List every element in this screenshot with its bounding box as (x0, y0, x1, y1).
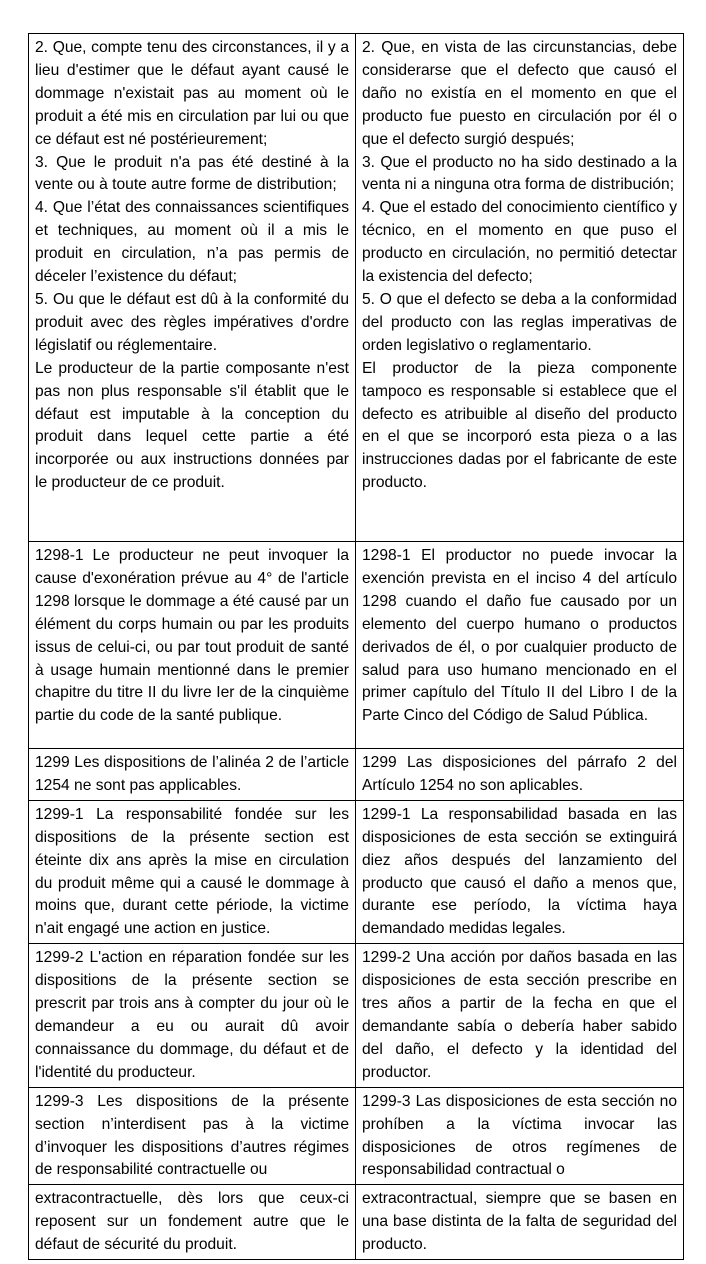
paragraph: 1298-1 Le producteur ne peut invoquer la cause d'exonération prévue au 4° de l'article 1298 lorsque le dommage a été causé par un élément du corps humain ou par les produits issus de celui-ci, ou par tout produit de santé à usage humain mentionné dans le premier chapitre du titre II du livre Ier de la cinquième partie du code de la santé publique. (35, 547, 349, 725)
french-cell (29, 1185, 356, 1260)
french-cell (29, 34, 356, 542)
paragraph: 1299-3 Les dispositions de la présente section n’interdisent pas à la victime d’invoquer les dispositions d’autres régimes de responsabilité contractuelle ou (35, 1092, 349, 1179)
paragraph: 1299 Les dispositions de l’alinéa 2 de l’article 1254 ne sont pas applicables. (35, 754, 349, 794)
french-cell (29, 749, 356, 801)
spanish-cell (356, 1087, 684, 1185)
french-cell (29, 944, 356, 1087)
paragraph: 1299-2 Una acción por daños basada en las disposiciones de esta sección prescribe en tres años a partir de la fecha en que el demandante sabía o debería haber sabido del daño, el defecto y la identidad del productor. (362, 949, 677, 1081)
paragraph: 5. Ou que le défaut est dû à la conformité du produit avec des règles impératives d'ordre législatif ou réglementaire. (35, 290, 349, 354)
bilingual-law-table (28, 33, 684, 1260)
table-row (29, 34, 684, 542)
spanish-cell (356, 34, 684, 542)
paragraph: 1299-1 La responsabilité fondée sur les dispositions de la présente section est éteinte dix ans après la mise en circulation du produit même qui a causé le dommage à moins que, durant cette période, la victime n'ait engagé une action en justice. (35, 805, 349, 938)
paragraph: 5. O que el defecto se deba a la conformidad del producto con las reglas imperativas de orden legislativo o reglamentario. (362, 290, 677, 354)
spanish-cell (356, 542, 684, 749)
table-row (29, 1087, 684, 1185)
paragraph: 2. Que, compte tenu des circonstances, il y a lieu d'estimer que le défaut ayant causé le dommage n'existait pas au moment où le produit a été mis en circulation par lui ou que ce défaut est né postérieurement; (35, 39, 349, 148)
paragraph: 1299-1 La responsabilidad basada en las disposiciones de esta sección se extinguirá diez años después del lanzamiento del producto que causó el daño a menos que, durante ese período, la víctima haya demandado medidas legales. (362, 805, 677, 938)
paragraph: 3. Que le produit n'a pas été destiné à la vente ou à toute autre forme de distribution; (35, 153, 349, 194)
table-row (29, 800, 684, 943)
paragraph: 1299-2 L'action en réparation fondée sur les dispositions de la présente section se prescrit par trois ans à compter du jour où le demandeur a eu ou aurait dû avoir connaissance du dommage, du défaut et de l'identité du producteur. (35, 949, 349, 1081)
paragraph: 4. Que el estado del conocimiento científico y técnico, en el momento en que puso el producto en circulación, no permitió detectar la existencia del defecto; (362, 199, 677, 286)
paragraph: extracontractuelle, dès lors que ceux-ci reposent sur un fondement autre que le défaut de sécurité du produit. (35, 1190, 349, 1254)
french-cell (29, 542, 356, 749)
spanish-cell (356, 944, 684, 1087)
french-cell (29, 1087, 356, 1185)
table-row (29, 944, 684, 1087)
paragraph: 1299 Las disposiciones del párrafo 2 del Artículo 1254 no son aplicables. (362, 754, 677, 794)
paragraph: extracontractual, siempre que se basen en una base distinta de la falta de seguridad del producto. (362, 1190, 677, 1254)
paragraph: Le producteur de la partie composante n'est pas non plus responsable s'il établit que le défaut est imputable à la conception du produit dans lequel cette partie a été incorporée ou aux instructions données par le producteur de ce produit. (35, 359, 349, 492)
table-row (29, 1185, 684, 1260)
paragraph: 2. Que, en vista de las circunstancias, debe considerarse que el defecto que causó el daño no existía en el momento en que el producto fue puesto en circulación por él o que el defecto surgió después; (362, 39, 677, 148)
french-cell (29, 800, 356, 943)
spanish-cell (356, 749, 684, 801)
paragraph: 1298-1 El productor no puede invocar la exención prevista en el inciso 4 del artículo 1298 cuando el daño fue causado por un elemento del cuerpo humano o productos derivados de él, o por cualquier producto de salud para uso humano mencionado en el primer capítulo del Título II del Libro I de la Parte Cinco del Código de Salud Pública. (362, 547, 677, 725)
spanish-cell (356, 1185, 684, 1260)
table-row (29, 542, 684, 749)
paragraph: 1299-3 Las disposiciones de esta sección no prohíben a la víctima invocar las disposiciones de otros regímenes de responsabilidad contractual o (362, 1092, 677, 1179)
paragraph: 3. Que el producto no ha sido destinado a la venta ni a ninguna otra forma de distribución; (362, 153, 677, 194)
paragraph: 4. Que l’état des connaissances scientifiques et techniques, au moment où il a mis le produit en circulation, n’a pas permis de déceler l’existence du défaut; (35, 199, 349, 286)
table-row (29, 749, 684, 801)
spanish-cell (356, 800, 684, 943)
paragraph: El productor de la pieza componente tampoco es responsable si establece que el defecto es atribuible al diseño del producto en el que se incorporó esta pieza o a las instrucciones dadas por el fabricante de este producto. (362, 359, 677, 492)
